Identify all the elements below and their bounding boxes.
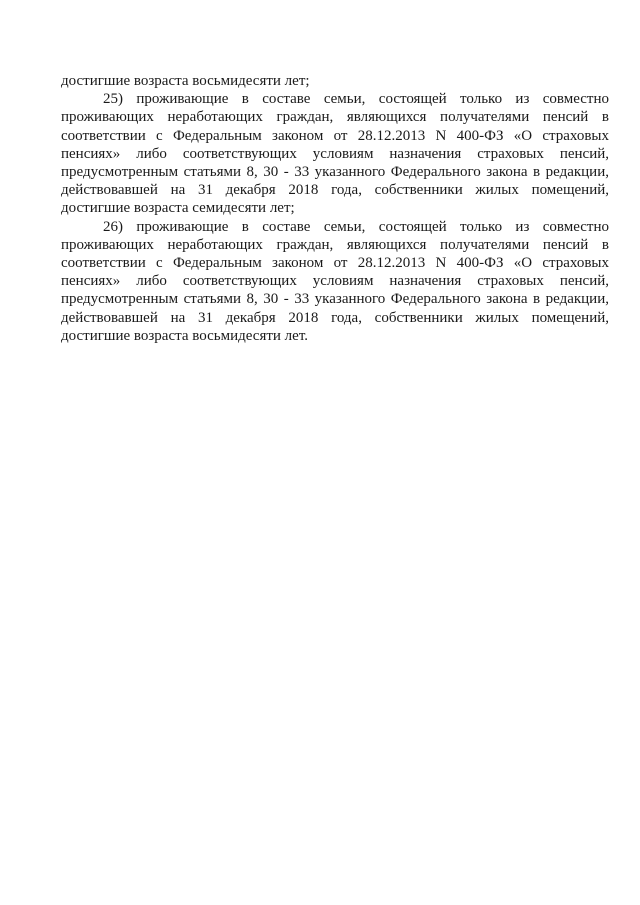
paragraph-item-25: 25) проживающие в составе семьи, состоящей только из совместно проживающих неработающих граждан, являющихся получателями пенсий в соответствии с Федеральным законом от 28.12.2013 N 400-ФЗ «О страховых пенсиях» либо соответствующих условиям назначения страховых пенсий, предусмотренным статьями 8, 30 - 33 указанного Федерального закона в редакции, действовавшей на 31 декабря 2018 года, собственники жилых помещений, достигшие возраста семидесяти лет; — [61, 91, 609, 217]
paragraph-item-26: 26) проживающие в составе семьи, состоящей только из совместно проживающих неработающих граждан, являющихся получателями пенсий в соответствии с Федеральным законом от 28.12.2013 N 400-ФЗ «О страховых пенсиях» либо соответствующих условиям назначения страховых пенсий, предусмотренным статьями 8, 30 - 33 указанного Федерального закона в редакции, действовавшей на 31 декабря 2018 года, собственники жилых помещений, достигшие возраста восьмидесяти лет. — [61, 218, 609, 344]
paragraph-continuation: достигшие возраста восьмидесяти лет; — [61, 73, 310, 89]
document-body — [61, 72, 609, 345]
